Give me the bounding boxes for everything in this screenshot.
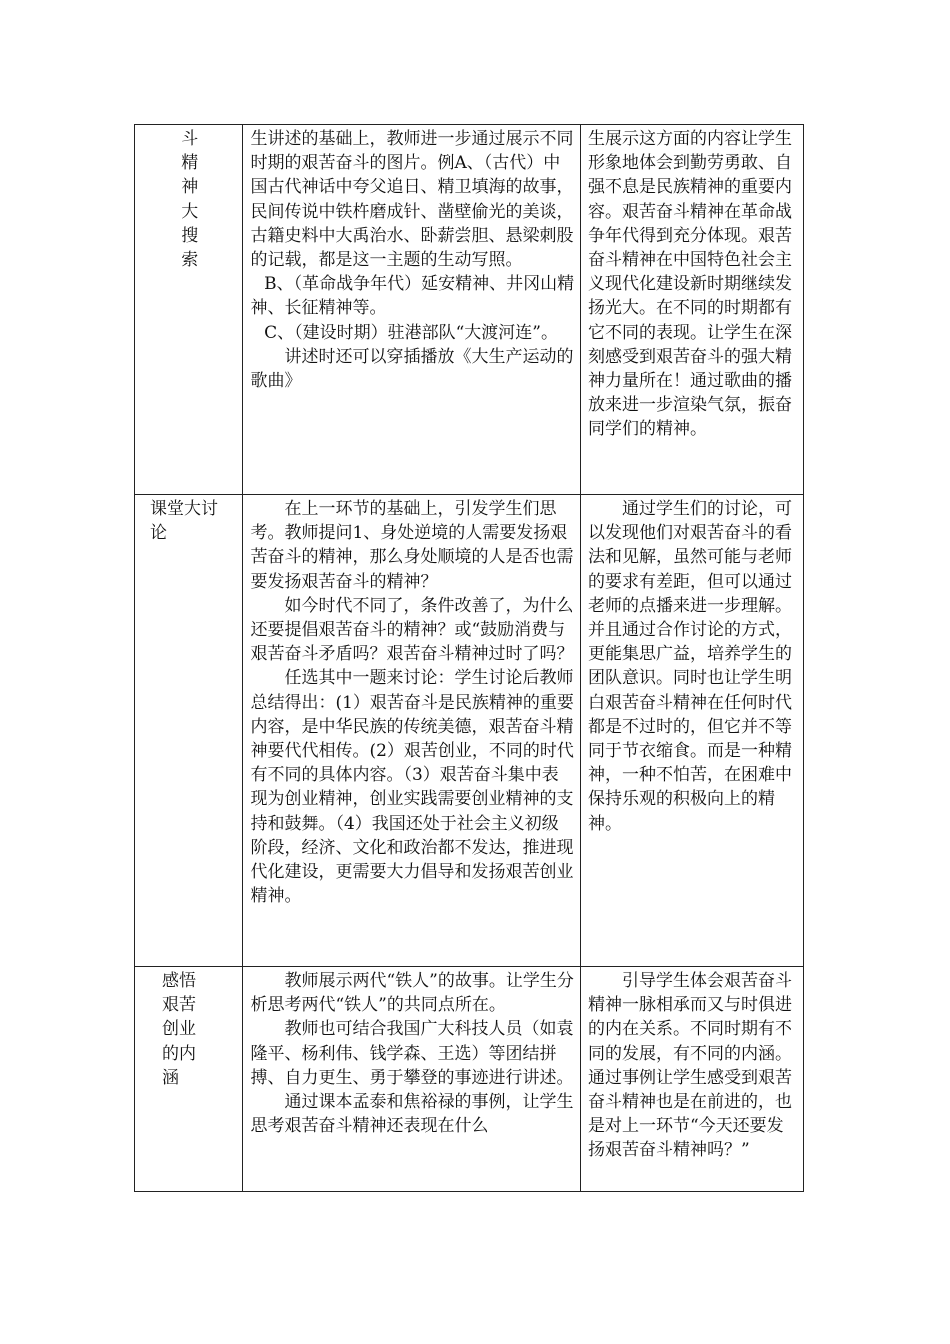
activity-paragraph: C、（建设时期）驻港部队“大渡河连”。 xyxy=(264,322,558,343)
label-char: 神 xyxy=(181,177,199,198)
label-line: 论 xyxy=(150,523,167,544)
label-char: 精 xyxy=(181,153,199,174)
activity-paragraph: 通过课本孟泰和焦裕禄的事例，让学生思考艰苦奋斗精神还表现在什么 xyxy=(250,1092,574,1137)
activity-cell xyxy=(243,495,581,967)
intent-paragraph: 生展示这方面的内容让学生形象地体会到勤劳勇敢、自强不息是民族精神的重要内容。艰苦奋斗精神在革命战争年代得到充分体现。艰苦奋斗精神在中国特色社会主义现代化建设新时期继续发扬光大。在不同的时期都有它不同的表现。让学生在深刻感受到艰苦奋斗的强大精神力量所在！通过歌曲的播放来进一步渲染气氛，振奋同学们的精神。 xyxy=(587,129,792,440)
label-char: 搜 xyxy=(181,225,199,246)
intent-cell xyxy=(580,967,803,1192)
activity-cell xyxy=(243,125,581,495)
intent-paragraph: 引导学生体会艰苦奋斗精神一脉相承而又与时俱进的内在关系。不同时期有不同的发展，有不同的内涵。通过事例让学生感受到艰苦奋斗精神也是在前进的，也是对上一环节“今天还要发扬艰苦奋斗精神吗？” xyxy=(587,971,792,1161)
intent-paragraph: 通过学生们的讨论，可以发现他们对艰苦奋斗的看法和见解，虽然可能与老师的要求有差距，但可以通过老师的点播来进一步理解。并且通过合作讨论的方式，更能集思广益，培养学生的团队意识。同时也让学生明白艰苦奋斗精神在任何时代都是不过时的，但它并不等同于节衣缩食。而是一种精神，一种不怕苦，在困难中保持乐观的积极向上的精神。 xyxy=(587,499,792,834)
section-label xyxy=(142,969,237,1090)
activity-cell xyxy=(243,967,581,1192)
section-label xyxy=(142,127,237,272)
section-label-cell xyxy=(135,495,243,967)
activity-paragraph: 生讲述的基础上，教师进一步通过展示不同时期的艰苦奋斗的图片。例A、（古代）中国古代神话中夸父追日、精卫填海的故事，民间传说中铁杵磨成针、凿壁偷光的美谈，古籍史料中大禹治水、卧薪尝胆、悬梁刺股的记载，都是这一主题的生动写照。 xyxy=(250,129,574,271)
activity-paragraph: 任选其中一题来讨论：学生讨论后教师总结得出：(1）艰苦奋斗是民族精神的重要内容，是中华民族的传统美德，艰苦奋斗精神要代代相传。(2）艰苦创业，不同的时代有不同的具体内容。（3）艰苦奋斗集中表现为创业精神，创业实践需要创业精神的支持和鼓舞。（4）我国还处于社会主义初级阶段，经济、文化和政治都不发达，推进现代化建设，更需要大力倡导和发扬艰苦创业精神。 xyxy=(250,668,574,907)
activity-paragraph: 教师展示两代“铁人”的故事。让学生分析思考两代“铁人”的共同点所在。 xyxy=(250,971,574,1016)
activity-paragraph: 如今时代不同了，条件改善了，为什么还要提倡艰苦奋斗的精神？或“鼓励消费与艰苦奋斗矛盾吗？艰苦奋斗精神过时了吗？ xyxy=(250,595,574,665)
table-row xyxy=(135,967,804,1192)
table-row xyxy=(135,495,804,967)
label-line: 课堂大讨 xyxy=(150,499,218,519)
label-line: 感悟 xyxy=(162,971,196,991)
activity-paragraph: 教师也可结合我国广大科技人员（如袁隆平、杨利伟、钱学森、王选）等团结拼搏、自力更生、勇于攀登的事迹进行讲述。 xyxy=(250,1019,574,1088)
section-label-cell xyxy=(135,125,243,495)
activity-paragraph: 在上一环节的基础上，引发学生们思考。教师提问1、身处逆境的人需要发扬艰苦奋斗的精神，那么身处顺境的人是否也需要发扬艰苦奋斗的精神？ xyxy=(250,499,574,592)
label-line: 的内 xyxy=(162,1043,196,1064)
label-char: 索 xyxy=(181,250,199,271)
lesson-plan-table xyxy=(134,124,804,1192)
label-line: 涵 xyxy=(162,1067,179,1088)
intent-cell xyxy=(580,495,803,967)
label-line: 创业 xyxy=(162,1019,196,1040)
intent-cell xyxy=(580,125,803,495)
section-label-cell xyxy=(135,967,243,1192)
label-line: 艰苦 xyxy=(162,995,196,1016)
section-label xyxy=(142,497,237,545)
label-char: 大 xyxy=(181,201,199,222)
table-row xyxy=(135,125,804,495)
label-char: 斗 xyxy=(181,129,199,149)
activity-paragraph: 讲述时还可以穿插播放《大生产运动的歌曲》 xyxy=(250,346,574,392)
activity-paragraph: B、（革命战争年代）延安精神、井冈山精神、长征精神等。 xyxy=(250,274,575,319)
